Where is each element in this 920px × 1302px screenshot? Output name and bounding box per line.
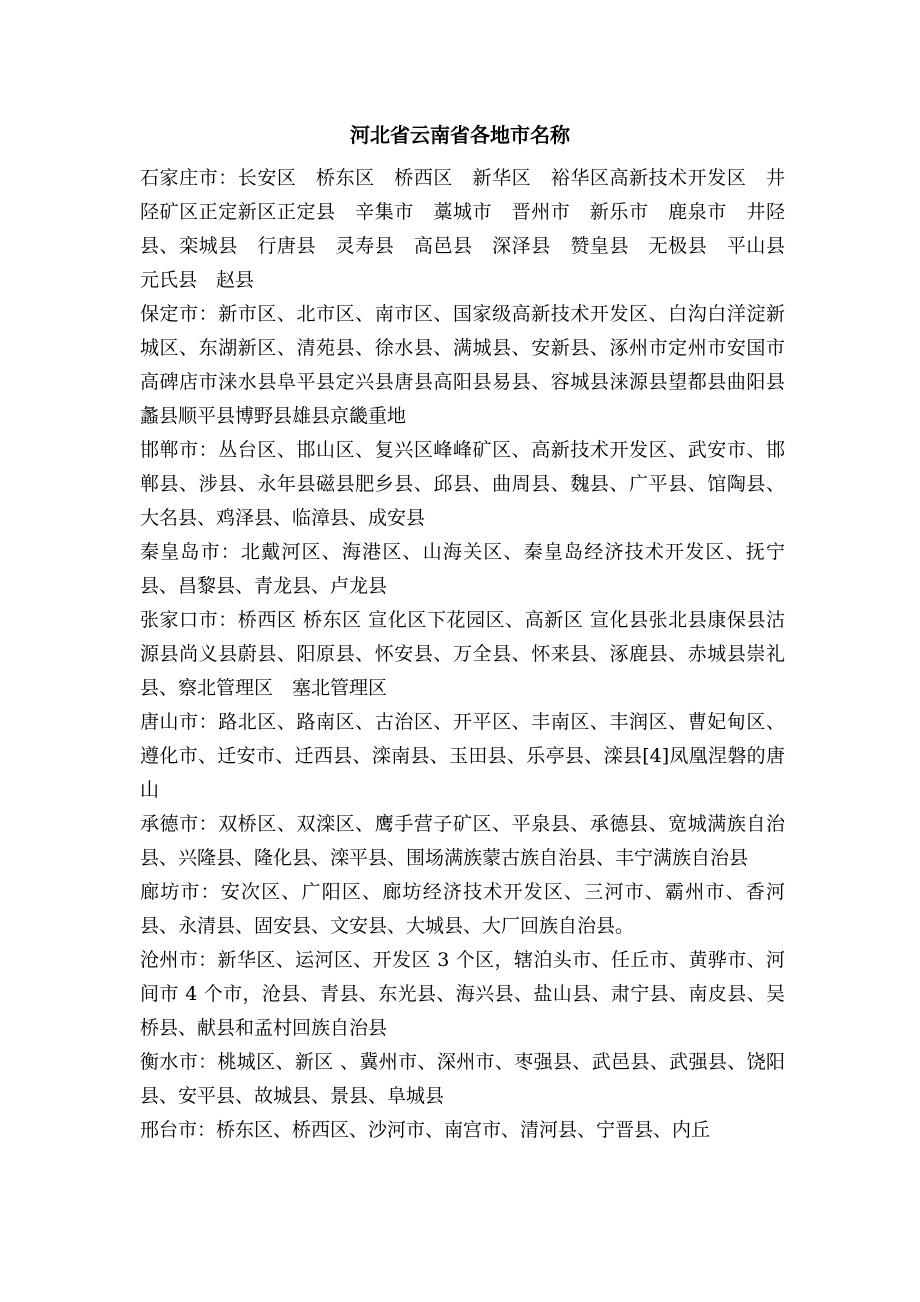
paragraph-langfang: 廊坊市：安次区、广阳区、廊坊经济技术开发区、三河市、霸州市、香河县、永清县、固安县、文安县、大城县、大厂回族自治县。 bbox=[140, 881, 785, 937]
paragraph-baoding: 保定市：新市区、北市区、南市区、国家级高新技术开发区、白沟白洋淀新城区、东湖新区、清苑县、徐水县、满城县、安新县、涿州市定州市安国市高碑店市涞水县阜平县定兴县唐县高阳县易县、容城县涞源县望都县曲阳县蠡县顺平县博野县雄县京畿重地 bbox=[140, 303, 785, 427]
paragraph-handan: 邯郸市：丛台区、邯山区、复兴区峰峰矿区、高新技术开发区、武安市、邯郸县、涉县、永年县磁县肥乡县、邱县、曲周县、魏县、广平县、馆陶县、大名县、鸡泽县、临漳县、成安县 bbox=[140, 439, 785, 529]
paragraph-hengshui: 衡水市：桃城区、新区 、冀州市、深州市、枣强县、武邑县、武强县、饶阳县、安平县、故城县、景县、阜城县 bbox=[140, 1051, 785, 1107]
paragraph-cangzhou: 沧州市：新华区、运河区、开发区 3 个区，辖泊头市、任丘市、黄骅市、河间市 4 个市，沧县、青县、东光县、海兴县、盐山县、肃宁县、南皮县、吴桥县、献县和孟村回族自治县 bbox=[140, 949, 785, 1039]
document-body bbox=[140, 161, 805, 1147]
paragraph-shijiazhuang: 石家庄市：长安区 桥东区 桥西区 新华区 裕华区高新技术开发区 井陉矿区正定新区正定县 辛集市 藁城市 晋州市 新乐市 鹿泉市 井陉县、栾城县 行唐县 灵寿县 高邑县 深泽县 赞皇县 无极县 平山县 元氏县 赵县 bbox=[140, 167, 805, 291]
paragraph-xingtai: 邢台市：桥东区、桥西区、沙河市、南宫市、清河县、宁晋县、内丘 bbox=[140, 1119, 711, 1141]
paragraph-chengde: 承德市：双桥区、双滦区、鹰手营子矿区、平泉县、承德县、宽城满族自治县、兴隆县、隆化县、滦平县、围场满族蒙古族自治县、丰宁满族自治县 bbox=[140, 813, 785, 869]
paragraph-zhangjiakou: 张家口市：桥西区 桥东区 宣化区下花园区、高新区 宣化县张北县康保县沽源县尚义县蔚县、阳原县、怀安县、万全县、怀来县、涿鹿县、赤城县崇礼县、察北管理区 塞北管理区 bbox=[140, 609, 785, 699]
paragraph-tangshan: 唐山市：路北区、路南区、古治区、开平区、丰南区、丰润区、曹妃甸区、遵化市、迁安市、迁西县、滦南县、玉田县、乐亭县、滦县[4]凤凰涅磐的唐山 bbox=[140, 711, 785, 801]
document-title: 河北省云南省各地市名称 bbox=[350, 123, 570, 147]
paragraph-qinhuangdao: 秦皇岛市：北戴河区、海港区、山海关区、秦皇岛经济技术开发区、抚宁县、昌黎县、青龙县、卢龙县 bbox=[140, 541, 785, 597]
